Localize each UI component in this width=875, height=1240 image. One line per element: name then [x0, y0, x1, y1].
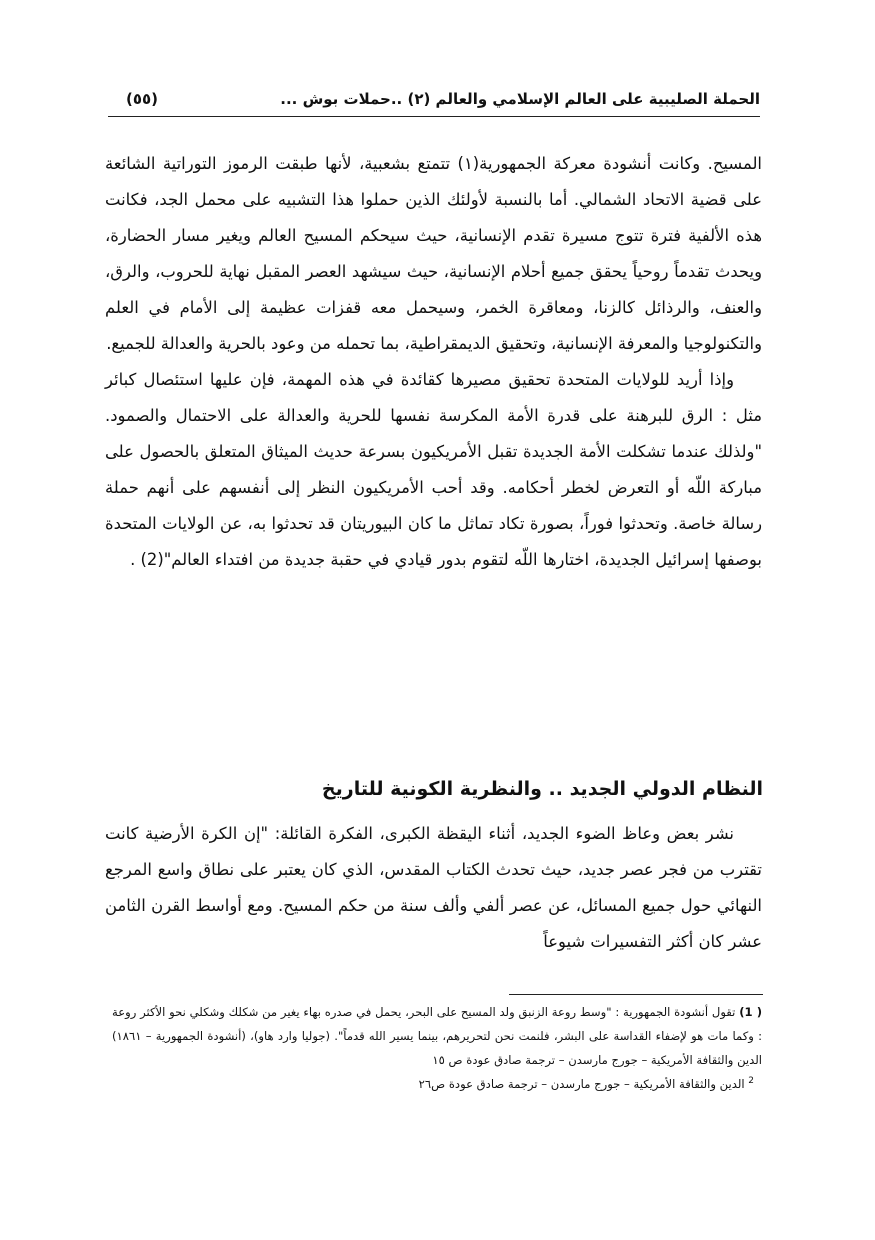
- footnote-1: [112, 1000, 762, 1072]
- paragraph: وإذا أريد للولايات المتحدة تحقيق مصيرها كقائدة في هذه المهمة، فإن عليها استئصال كبائر مثل : الرق للبرهنة على قدرة الأمة المكرسة نفسها للحرية والعدالة على الاحتمال والصمود. "ولذلك عندما تشكلت الأمة الجديدة تقبل الأمريكيون بسرعة حديث الميثاق المتعلق بالحصول على مباركة اللّه أو التعرض لخطر أحكامه. وقد أحب الأمريكيون النظر إلى أنفسهم على أنهم حملة رسالة خاصة. وتحدثوا فوراً، بصورة تكاد تماثل ما كان البيوريتان قد تحدثوا به، عن الولايات المتحدة بوصفها إسرائيل الجديدة، اختارها اللّه لتقوم بدور قيادي في حقبة جديدة من افتداء العالم"(2) .: [105, 370, 762, 569]
- section-heading: النظام الدولي الجديد .. والنظرية الكونية للتاريخ: [321, 778, 763, 800]
- section-1-body: [105, 146, 762, 578]
- paragraph: نشر بعض وعاظ الضوء الجديد، أثناء اليقظة الكبرى، الفكرة القائلة: "إن الكرة الأرضية كانت تقترب من فجر عصر جديد، حيث تحدث الكتاب المقدس، الذي كان يعتبر على نطاق واسع المرجع النهائي حول جميع المسائل، عن عصر ألفي وألف سنة من حكم المسيح. ومع أواسط القرن الثامن عشر كان أكثر التفسيرات شيوعاً: [105, 824, 762, 951]
- footnote-1-text: تقول أنشودة الجمهورية : "وسط روعة الزنبق ولد المسيح على البحر، يحمل في صدره بهاء يغير من شكلك وشكلي نحو الأكثر روعة : وكما مات هو لإضفاء القداسة على البشر، فلنمت نحن لتحريرهم، بينما يسير الله قدماً". (جوليا وارد هاو)، (أنشودة الجمهورية – ١٨٦١) الدين والثقافة الأمريكية – جورج مارسدن – ترجمة صادق عودة ص ١٥: [112, 1005, 762, 1067]
- footnote-divider: [509, 994, 763, 995]
- page-number: (٥٥): [126, 90, 159, 108]
- footnote-1-marker: ( 1): [739, 1005, 763, 1019]
- header-title: الحملة الصليبية على العالم الإسلامي والعالم (٢) ..حملات بوش ...: [280, 90, 760, 108]
- footnote-2-text: الدين والثقافة الأمريكية – جورج مارسدن – ترجمة صادق عودة ص٢٦: [418, 1077, 745, 1091]
- footnotes: [112, 1000, 762, 1096]
- footnote-2: [112, 1072, 762, 1096]
- paragraph: المسيح. وكانت أنشودة معركة الجمهورية(١) تتمتع بشعبية، لأنها طبقت الرموز التوراتية الشائعة على قضية الاتحاد الشمالي. أما بالنسبة لأولئك الذين حملوا هذا التشبيه على محمل الجد، فكانت هذه الألفية فترة تتوج مسيرة تقدم الإنسانية، حيث سيحكم المسيح العالم ويغير مسار الحضارة، ويحدث تقدماً روحياً يحقق جميع أحلام الإنسانية، حيث سيشهد العصر المقبل نهاية للحروب، والرق، والعنف، والرذائل كالزنا، ومعاقرة الخمر، وسيحمل معه قفزات عظيمة إلى الأمام في العلم والتكنولوجيا والمعرفة الإنسانية، وتحقيق الديمقراطية، بما تحمله من وعود بالحرية والعدالة للجميع.: [105, 154, 762, 353]
- footnote-2-marker: 2: [748, 1076, 754, 1087]
- section-2-body: [105, 816, 762, 960]
- running-header: [108, 86, 760, 117]
